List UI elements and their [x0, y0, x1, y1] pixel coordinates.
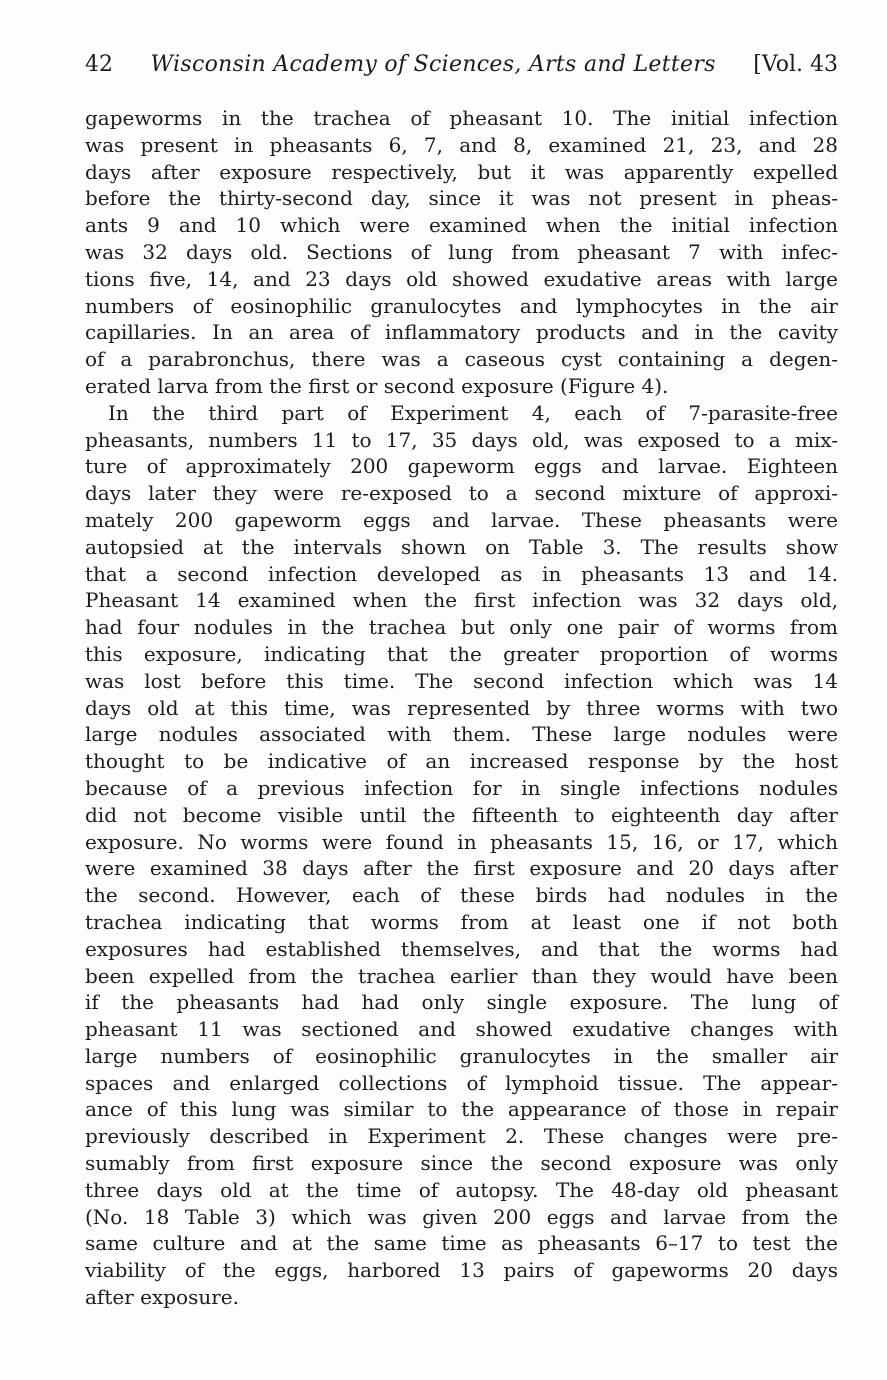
text-line: ants 9 and 10 which were examined when the initial infection: [85, 213, 838, 238]
text-line: tions five, 14, and 23 days old showed exudative areas with large: [85, 266, 838, 291]
text-line: did not become visible until the fifteenth to eighteenth day after: [85, 802, 838, 827]
text-line: pheasants, numbers 11 to 17, 35 days old, was exposed to a mix-: [85, 427, 838, 452]
text-line: viability of the eggs, harbored 13 pairs of gapeworms 20 days: [85, 1258, 838, 1283]
page-body: [85, 105, 838, 1311]
text-line: pheasant 11 was sectioned and showed exudative changes with: [85, 1017, 838, 1042]
running-title: Wisconsin Academy of Sciences, Arts and Letters: [150, 52, 716, 77]
text-line: because of a previous infection for in single infections nodules: [85, 775, 838, 800]
paragraph: [85, 105, 838, 400]
text-line: of a parabronchus, there was a caseous cyst containing a degen-: [85, 347, 838, 372]
text-line: was lost before this time. The second infection which was 14: [85, 668, 838, 693]
text-block: [85, 0, 838, 1311]
text-line: three days old at the time of autopsy. The 48-day old pheasant: [85, 1177, 838, 1202]
text-line: days later they were re-exposed to a second mixture of approxi-: [85, 481, 838, 506]
text-line: previously described in Experiment 2. These changes were pre-: [85, 1124, 838, 1149]
text-line: trachea indicating that worms from at least one if not both: [85, 909, 838, 934]
text-line: was 32 days old. Sections of lung from pheasant 7 with infec-: [85, 239, 838, 264]
text-line: exposure. No worms were found in pheasants 15, 16, or 17, which: [85, 829, 838, 854]
text-line: autopsied at the intervals shown on Table 3. The results show: [85, 534, 838, 559]
text-line: was present in pheasants 6, 7, and 8, examined 21, 23, and 28: [85, 132, 838, 157]
text-line: gapeworms in the trachea of pheasant 10. The initial infection: [85, 106, 838, 130]
text-line: the second. However, each of these birds had nodules in the: [85, 883, 838, 908]
page-header: [85, 51, 838, 79]
text-line: ture of approximately 200 gapeworm eggs and larvae. Eighteen: [85, 454, 838, 479]
text-line: large numbers of eosinophilic granulocytes in the smaller air: [85, 1043, 838, 1068]
text-line: been expelled from the trachea earlier than they would have been: [85, 963, 838, 988]
page-number: 42: [85, 52, 113, 77]
text-line: numbers of eosinophilic granulocytes and lymphocytes in the air: [85, 293, 838, 318]
text-line: capillaries. In an area of inflammatory products and in the cavity: [85, 320, 838, 345]
text-line: had four nodules in the trachea but only one pair of worms from: [85, 615, 838, 640]
text-line: before the thirty-second day, since it was not present in pheas-: [85, 186, 838, 211]
text-line: were examined 38 days after the first exposure and 20 days after: [85, 856, 838, 881]
text-line: Pheasant 14 examined when the first infection was 32 days old,: [85, 588, 838, 613]
volume-label: [Vol. 43: [753, 52, 838, 77]
text-line: erated larva from the first or second exposure (Figure 4).: [85, 373, 669, 398]
text-line: ance of this lung was similar to the appearance of those in repair: [85, 1097, 838, 1122]
text-line: that a second infection developed as in pheasants 13 and 14.: [85, 561, 838, 586]
text-line: days after exposure respectively, but it was apparently expelled: [85, 159, 838, 184]
text-line: after exposure.: [85, 1285, 239, 1310]
paragraph: [85, 400, 838, 1311]
text-line: (No. 18 Table 3) which was given 200 eggs and larvae from the: [85, 1204, 838, 1229]
text-line: sumably from first exposure since the second exposure was only: [85, 1151, 838, 1176]
text-line: thought to be indicative of an increased response by the host: [85, 749, 838, 774]
text-line: days old at this time, was represented by three worms with two: [85, 695, 838, 720]
text-line: large nodules associated with them. These large nodules were: [85, 722, 838, 747]
text-line: spaces and enlarged collections of lymphoid tissue. The appear-: [85, 1070, 838, 1095]
text-line: In the third part of Experiment 4, each of 7-parasite-free: [108, 400, 838, 425]
text-line: if the pheasants had had only single exposure. The lung of: [85, 990, 838, 1015]
text-line: exposures had established themselves, and that the worms had: [85, 936, 838, 961]
text-line: mately 200 gapeworm eggs and larvae. These pheasants were: [85, 507, 838, 532]
text-line: this exposure, indicating that the greater proportion of worms: [85, 641, 838, 666]
text-line: same culture and at the same time as pheasants 6–17 to test the: [85, 1231, 838, 1256]
